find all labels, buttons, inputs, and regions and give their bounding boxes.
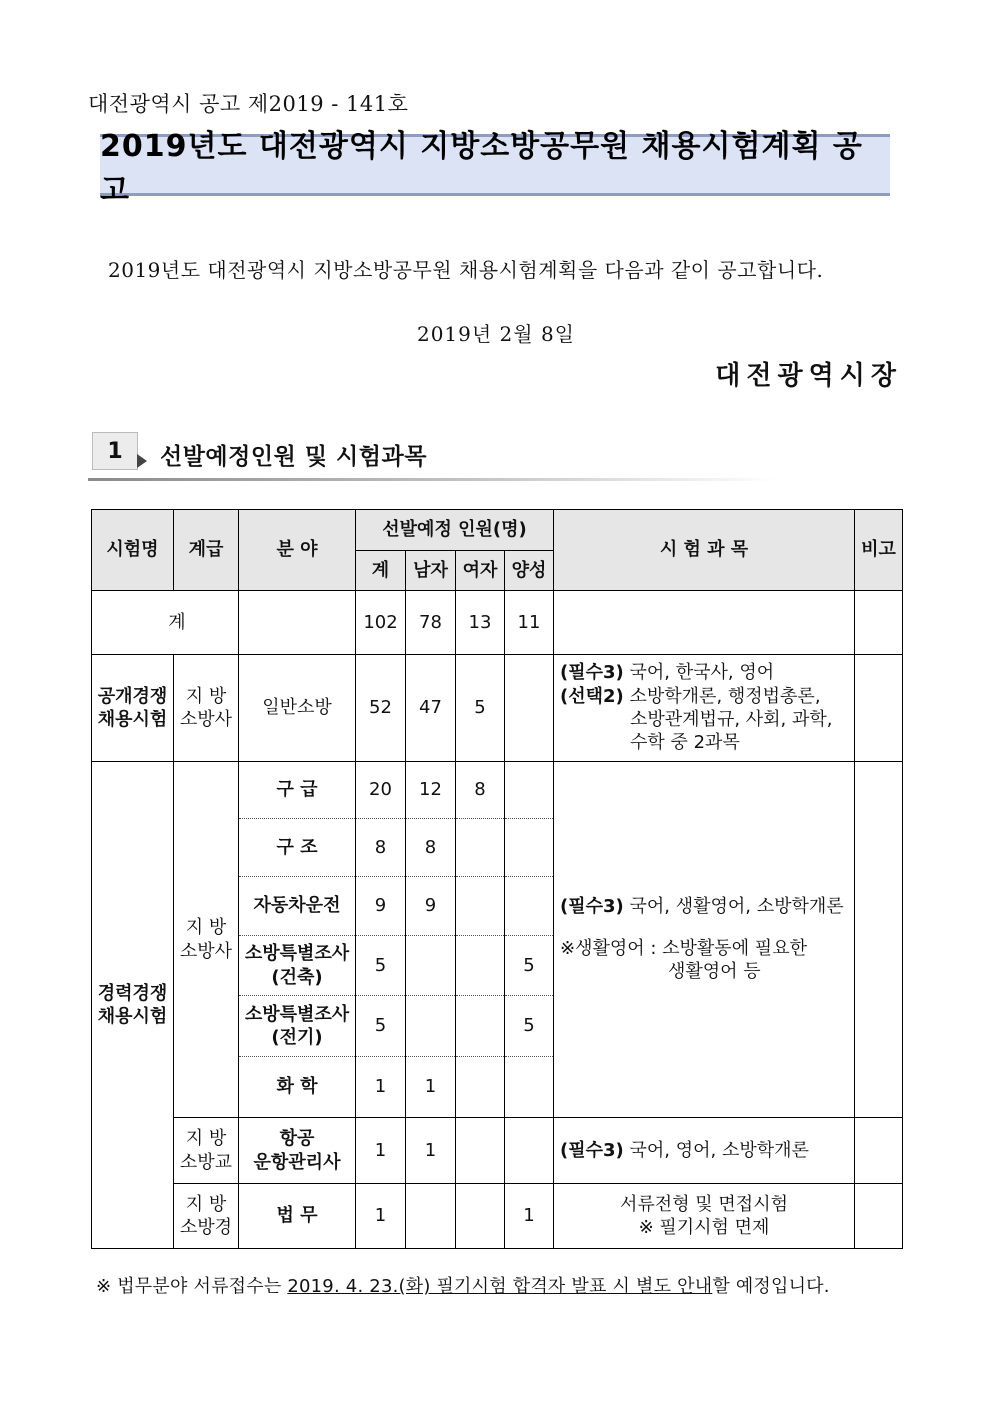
header-exam: 시험명 [92,510,174,591]
career-total-1: 20 [356,762,406,819]
open-grade-line1: 지 방 [185,685,227,707]
career-field-6: 화 학 [239,1057,356,1118]
career-both-1 [505,762,554,819]
section-number-box [92,432,138,470]
career-total-2: 8 [356,819,406,877]
career-ff-subjects [554,762,855,1118]
open-exam [92,655,174,762]
career-ff-grade-line2: 소방사 [179,940,233,962]
signer: 대전광역시장 [715,361,902,391]
header-grade: 계급 [174,510,239,591]
career-lt-field: 법 무 [239,1184,356,1249]
open-subject-line2: (선택2) 소방학개론, 행정법총론, [560,685,821,707]
career-sergeant-row [92,1118,903,1184]
career-sgt-field [239,1118,356,1184]
career-female-1: 8 [456,762,505,819]
header-subjects: 시 험 과 목 [554,510,855,591]
total-both: 11 [505,591,554,655]
total-female: 13 [456,591,505,655]
career-field-5 [239,996,356,1057]
career-sgt-total: 1 [356,1118,406,1184]
page-title: 2019년도 대전광역시 지방소방공무원 채용시험계획 공고 [100,129,863,208]
open-exam-line2: 채용시험 [97,709,168,730]
career-both-4: 5 [505,936,554,996]
career-ff-subject-note1: ※생활영어 : 소방활동에 필요한 [560,937,807,959]
open-total: 52 [356,655,406,762]
career-female-2 [456,819,505,877]
career-field-3: 자동차운전 [239,877,356,936]
header-quota: 선발예정 인원(명) [356,510,554,551]
career-male-6: 1 [406,1057,456,1118]
total-total: 102 [356,591,406,655]
career-both-6 [505,1057,554,1118]
header-field: 분 야 [239,510,356,591]
career-sgt-grade-line2: 소방교 [179,1151,233,1173]
announcement-date: 2019년 2월 8일 [416,322,576,346]
career-sgt-note [855,1118,903,1184]
career-total-6: 1 [356,1057,406,1118]
career-total-3: 9 [356,877,406,936]
career-lt-male [406,1184,456,1249]
career-sgt-female [456,1118,505,1184]
total-label: 계 [92,591,239,655]
header-row [92,510,903,551]
career-field-4-line1: 소방특별조사 [244,943,350,965]
career-exam [92,762,174,1249]
career-sgt-grade [174,1118,239,1184]
total-field [239,591,356,655]
career-male-1: 12 [406,762,456,819]
career-lt-subject-line2: ※ 필기시험 면제 [638,1217,770,1238]
career-female-4 [456,936,505,996]
open-grade [174,655,239,762]
career-sgt-subjects: (필수3) 국어, 영어, 소방학개론 [554,1118,855,1184]
total-row [92,591,903,655]
header-male: 남자 [406,551,456,591]
career-both-5: 5 [505,996,554,1057]
triangle-arrow-icon [137,454,147,468]
recruitment-table [91,509,903,1249]
open-male: 47 [406,655,456,762]
career-lieutenant-row [92,1184,903,1249]
career-male-3: 9 [406,877,456,936]
section-number: 1 [107,438,123,464]
career-field-1: 구 급 [239,762,356,819]
career-field-2: 구 조 [239,819,356,877]
career-female-6 [456,1057,505,1118]
section-underline [88,478,778,481]
career-ff-grade-line1: 지 방 [185,917,227,939]
career-male-2: 8 [406,819,456,877]
career-field-4 [239,936,356,996]
career-sgt-both [505,1118,554,1184]
career-row-1 [92,762,903,819]
open-row [92,655,903,762]
career-female-3 [456,877,505,936]
career-female-5 [456,996,505,1057]
footer-prefix: ※ 법무분야 서류접수는 [96,1276,288,1297]
total-male: 78 [406,591,456,655]
footer-note [96,1272,830,1298]
career-ff-subject-line: (필수3) 국어, 생활영어, 소방학개론 [560,896,844,918]
open-grade-line2: 소방사 [179,709,233,730]
career-lt-grade-line1: 지 방 [185,1193,227,1215]
career-ff-subject-note2: 생활영어 등 [668,961,761,983]
career-lt-subjects [554,1184,855,1249]
open-subjects [554,655,855,762]
career-sgt-male: 1 [406,1118,456,1184]
total-subjects [554,591,855,655]
footer-underlined: 2019. 4. 23.(화) 필기시험 합격자 발표 시 별도 안내 [287,1276,713,1297]
career-exam-line1: 경력경쟁 [97,982,168,1004]
career-lt-female [456,1184,505,1249]
open-female: 5 [456,655,505,762]
career-total-4: 5 [356,936,406,996]
career-both-3 [505,877,554,936]
notice-number: 대전광역시 공고 제2019 - 141호 [88,92,409,116]
footer-suffix: 할 예정입니다. [712,1276,830,1297]
career-male-4 [406,936,456,996]
total-note [855,591,903,655]
open-subject-line1: (필수3) 국어, 한국사, 영어 [560,662,775,684]
career-exam-line2: 채용시험 [97,1006,168,1027]
career-lt-total: 1 [356,1184,406,1249]
career-total-5: 5 [356,996,406,1057]
open-subject-line4: 수학 중 2과목 [630,732,740,754]
header-note: 비고 [855,510,903,591]
career-ff-note [855,762,903,1118]
career-sgt-field-line1: 항공 [279,1128,315,1150]
career-male-5 [406,996,456,1057]
header-total: 계 [356,551,406,591]
header-female: 여자 [456,551,505,591]
career-lt-subject-line1: 서류전형 및 면접시험 [620,1193,788,1215]
career-field-5-line2: (전기) [271,1027,323,1048]
career-lt-both: 1 [505,1184,554,1249]
career-sgt-field-line2: 운항관리사 [253,1151,341,1173]
open-exam-line1: 공개경쟁 [97,685,168,707]
career-both-2 [505,819,554,877]
career-sgt-grade-line1: 지 방 [185,1128,227,1150]
open-subject-line3: 소방관계법규, 사회, 과학, [630,709,833,730]
career-lt-note [855,1184,903,1249]
title-banner [100,129,890,208]
section-title: 선발예정인원 및 시험과목 [160,444,427,470]
open-both [505,655,554,762]
career-field-4-line2: (건축) [271,966,323,988]
header-both: 양성 [505,551,554,591]
open-field: 일반소방 [239,655,356,762]
career-field-5-line1: 소방특별조사 [244,1003,350,1025]
career-lt-grade-line2: 소방경 [179,1217,233,1238]
career-ff-grade [174,762,239,1118]
open-note [855,655,903,762]
intro-text: 2019년도 대전광역시 지방소방공무원 채용시험계획을 다음과 같이 공고합니다. [108,258,824,282]
career-lt-grade [174,1184,239,1249]
